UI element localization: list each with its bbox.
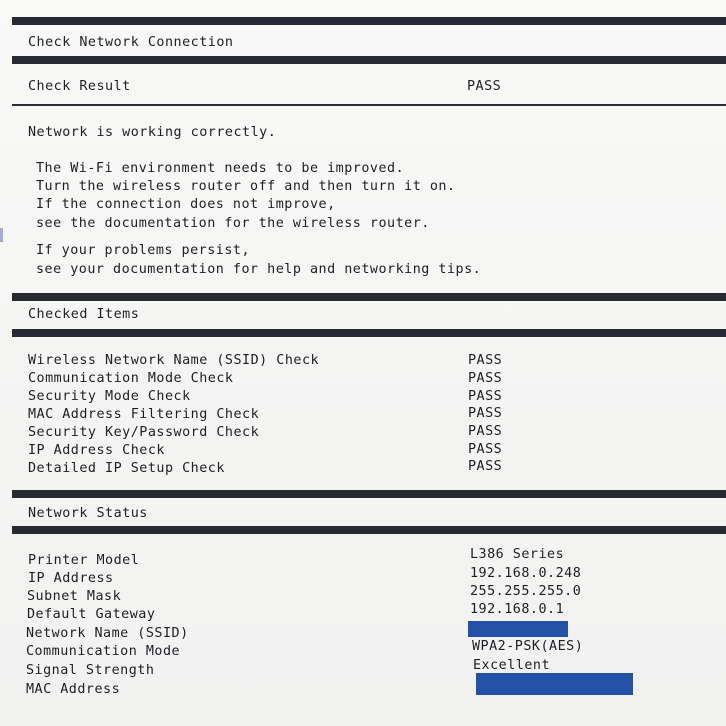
status-label: Default Gateway xyxy=(27,607,156,622)
status-label: MAC Address xyxy=(26,682,121,697)
network-status-title: Network Status xyxy=(28,506,148,521)
checked-item-label: Detailed IP Setup Check xyxy=(28,461,225,476)
status-value: Excellent xyxy=(473,658,551,673)
advice-line: If your problems persist, xyxy=(36,243,251,258)
status-label: Subnet Mask xyxy=(27,589,122,604)
status-value: L386 Series xyxy=(470,547,565,562)
status-value: WPA2-PSK(AES) xyxy=(472,639,584,654)
status-message: Network is working correctly. xyxy=(28,125,277,140)
checked-item-label: Security Key/Password Check xyxy=(28,425,260,440)
status-value: 192.168.0.248 xyxy=(470,566,582,581)
checked-items-bottom-rule xyxy=(12,329,726,337)
advice-line: The Wi-Fi environment needs to be improved. xyxy=(36,161,405,176)
status-label: Network Name (SSID) xyxy=(26,626,189,641)
checked-item-label: Security Mode Check xyxy=(28,389,191,404)
checked-item-label: IP Address Check xyxy=(28,443,165,458)
checked-item-result: PASS xyxy=(468,442,503,457)
scan-edge-mark xyxy=(0,228,3,242)
check-result-rule xyxy=(12,104,726,106)
checked-items-title: Checked Items xyxy=(28,307,140,322)
checked-items-top-rule xyxy=(12,293,726,301)
status-value: 192.168.0.1 xyxy=(470,602,565,617)
network-status-top-rule xyxy=(12,490,726,498)
check-result-value: PASS xyxy=(467,79,502,94)
advice-line: see your documentation for help and networking tips. xyxy=(36,262,482,277)
mac-redaction-block xyxy=(476,673,633,695)
status-label: Signal Strength xyxy=(26,663,155,678)
status-label: IP Address xyxy=(28,571,114,586)
status-value: 255.255.255.0 xyxy=(470,584,582,599)
checked-item-label: MAC Address Filtering Check xyxy=(28,407,260,422)
checked-item-result: PASS xyxy=(468,353,503,368)
checked-item-result: PASS xyxy=(468,389,503,404)
ssid-redaction-block xyxy=(468,621,568,637)
advice-line: see the documentation for the wireless router. xyxy=(36,216,430,231)
check-result-label: Check Result xyxy=(28,79,131,94)
status-label: Communication Mode xyxy=(26,644,181,659)
checked-item-result: PASS xyxy=(468,459,503,474)
advice-line: Turn the wireless router off and then turn it on. xyxy=(36,179,456,194)
checked-item-result: PASS xyxy=(468,424,503,439)
status-label: Printer Model xyxy=(28,553,140,568)
checked-item-result: PASS xyxy=(468,406,503,421)
checked-item-label: Wireless Network Name (SSID) Check xyxy=(28,353,320,368)
top-rule xyxy=(12,17,726,25)
network-status-bottom-rule xyxy=(12,526,726,534)
report-title: Check Network Connection xyxy=(28,35,234,50)
checked-item-result: PASS xyxy=(468,371,503,386)
advice-line: If the connection does not improve, xyxy=(36,197,336,212)
title-rule xyxy=(12,56,726,64)
checked-item-label: Communication Mode Check xyxy=(28,371,234,386)
